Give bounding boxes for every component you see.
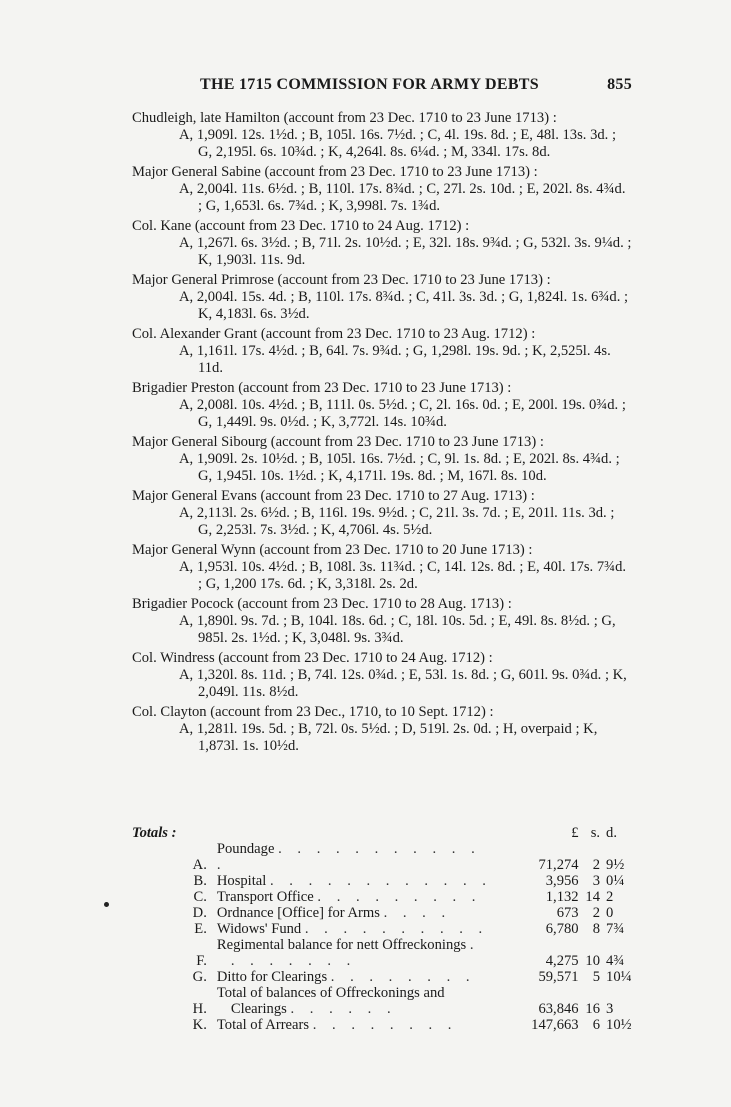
row-pounds: 147,663 — [531, 1017, 579, 1033]
row-shillings: 6 — [592, 1017, 601, 1033]
entry-title: Col. Kane (account from 23 Dec. 1710 to 24 Aug. 1712) : — [132, 218, 470, 234]
row-shillings: 8 — [592, 921, 601, 937]
row-letter: K. — [192, 1017, 207, 1033]
entry-title: Major General Evans (account from 23 Dec. 1710 to 27 Aug. 1713) : — [132, 488, 535, 504]
totals-table — [132, 825, 632, 1033]
entry-accounts: A, 2,113l. 2s. 6½d. ; B, 116l. 19s. 9½d. ; C, 21l. 3s. 7d. ; E, 201l. 11s. 3d. ; G, 2,253l. 7s. 3½d. ; K, 4,706l. 4s. 5½d. — [179, 505, 615, 538]
dot-leader: . . . . . . . . — [330, 969, 476, 985]
row-pounds: 1,132 — [545, 889, 579, 905]
entry-wynn — [132, 542, 632, 593]
row-letter: A. — [192, 857, 207, 873]
dot-leader: . . . . . . . . . . . . — [270, 873, 492, 889]
margin-mark — [104, 902, 109, 907]
entry-title: Chudleigh, late Hamilton (account from 23 Dec. 1710 to 23 June 1713) : — [132, 110, 557, 126]
entry-windress — [132, 650, 632, 701]
page-number: 855 — [607, 76, 632, 93]
entry-accounts: A, 1,890l. 9s. 7d. ; B, 104l. 18s. 6d. ; C, 18l. 10s. 5d. ; E, 49l. 8s. 8½d. ; G, 985l. 2s. 1½d. ; K, 3,048l. 9s. 3¾d. — [179, 613, 616, 646]
row-description: Transport Office — [216, 889, 314, 905]
row-description: Poundage — [216, 841, 275, 857]
row-description: Hospital — [216, 873, 267, 889]
row-pence: 0 — [606, 905, 614, 921]
entry-title: Major General Sibourg (account from 23 Dec. 1710 to 23 June 1713) : — [132, 434, 544, 450]
entry-clayton — [132, 704, 632, 755]
entry-sibourg — [132, 434, 632, 485]
totals-row — [132, 937, 632, 969]
totals-row — [132, 969, 632, 985]
entry-accounts: A, 1,161l. 17s. 4½d. ; B, 64l. 7s. 9¾d. ; G, 1,298l. 19s. 9d. ; K, 2,525l. 4s. 11d. — [179, 343, 611, 376]
entry-evans — [132, 488, 632, 539]
entry-accounts: A, 1,909l. 12s. 1½d. ; B, 105l. 16s. 7½d. ; C, 4l. 19s. 8d. ; E, 48l. 13s. 3d. ; G, 2,195l. 6s. 10¾d. ; K, 4,264l. 8s. 6¼d. ; M, 334l. 17s. 8d. — [179, 127, 617, 160]
running-head — [200, 76, 632, 94]
dot-leader: . . . . . . . . . — [317, 889, 482, 905]
row-pounds: 673 — [556, 905, 579, 921]
row-pounds: 63,846 — [538, 1001, 579, 1017]
row-letter: E. — [194, 921, 207, 937]
row-pence: 2 — [606, 889, 614, 905]
entry-title: Brigadier Pocock (account from 23 Dec. 1710 to 28 Aug. 1713) : — [132, 596, 512, 612]
row-pounds: 71,274 — [538, 857, 579, 873]
dot-leader: . . . . . . . . . . . . — [216, 841, 481, 873]
row-letter: D. — [192, 905, 207, 921]
entry-accounts: A, 1,281l. 19s. 5d. ; B, 72l. 0s. 5½d. ; D, 519l. 2s. 0d. ; H, overpaid ; K, 1,873l. 1s. 10½d. — [179, 721, 598, 754]
totals-row — [132, 905, 632, 921]
entry-title: Col. Alexander Grant (account from 23 Dec. 1710 to 23 Aug. 1712) : — [132, 326, 536, 342]
page-title: THE 1715 COMMISSION FOR ARMY DEBTS — [200, 76, 539, 93]
entry-chudleigh — [132, 110, 632, 161]
entry-sabine — [132, 164, 632, 215]
row-shillings: 16 — [585, 1001, 601, 1017]
entry-title: Col. Clayton (account from 23 Dec., 1710, to 10 Sept. 1712) : — [132, 704, 494, 720]
entry-title: Major General Wynn (account from 23 Dec. 1710 to 20 June 1713) : — [132, 542, 533, 558]
dot-leader: . . . . . . . . . . — [304, 921, 489, 937]
row-description: Total of balances of Offreckonings and Clearings — [216, 985, 445, 1017]
entry-grant — [132, 326, 632, 377]
row-description: Ordnance [Office] for Arms — [216, 905, 380, 921]
row-description: Regimental balance for nett Offreckonings — [216, 937, 467, 953]
totals-row — [132, 985, 632, 1017]
totals-row — [132, 921, 632, 937]
entry-kane — [132, 218, 632, 269]
row-shillings: 3 — [592, 873, 601, 889]
totals-row — [132, 873, 632, 889]
row-shillings: 10 — [585, 953, 601, 969]
entry-preston — [132, 380, 632, 431]
entry-accounts: A, 1,909l. 2s. 10½d. ; B, 105l. 16s. 7½d. ; C, 9l. 1s. 8d. ; E, 202l. 8s. 4¾d. ; G, 1,945l. 10s. 1½d. ; K, 4,171l. 19s. 8d. ; M, 167l. 8s. 10d. — [179, 451, 620, 484]
entry-title: Brigadier Preston (account from 23 Dec. 1710 to 23 June 1713) : — [132, 380, 512, 396]
row-pence: 7¾ — [606, 921, 625, 937]
dot-leader: . . . . . . — [290, 1001, 397, 1017]
row-shillings: 14 — [585, 889, 601, 905]
totals-label: Totals : — [132, 825, 177, 841]
row-description: Ditto for Clearings — [216, 969, 328, 985]
pounds-header: £ — [571, 825, 579, 841]
row-letter: C. — [193, 889, 207, 905]
pence-header: d. — [606, 825, 617, 841]
dot-leader: . . . . — [383, 905, 452, 921]
row-pounds: 4,275 — [545, 953, 579, 969]
entry-accounts: A, 1,320l. 8s. 11d. ; B, 74l. 12s. 0¾d. ; E, 53l. 1s. 8d. ; G, 601l. 9s. 0¾d. ; K, 2,049l. 11s. 8½d. — [179, 667, 627, 700]
row-pence: 10½ — [606, 1017, 632, 1033]
totals-row — [132, 889, 632, 905]
entry-title: Col. Windress (account from 23 Dec. 1710 to 24 Aug. 1712) : — [132, 650, 493, 666]
totals-row — [132, 1017, 632, 1033]
row-letter: F. — [196, 953, 207, 969]
row-pence: 10¼ — [606, 969, 632, 985]
row-pence: 3 — [606, 1001, 614, 1017]
row-letter: H. — [192, 1001, 207, 1017]
entry-accounts: A, 1,953l. 10s. 4½d. ; B, 108l. 3s. 11¾d. ; C, 14l. 12s. 8d. ; E, 40l. 17s. 7¾d. ; G, 1,200 17s. 6d. ; K, 3,318l. 2s. 2d. — [179, 559, 627, 592]
dot-leader: . . . . . . . . — [230, 937, 480, 969]
row-letter: B. — [193, 873, 207, 889]
row-description: Widows' Fund — [216, 921, 302, 937]
row-shillings: 2 — [592, 857, 601, 873]
entry-accounts: A, 2,004l. 15s. 4d. ; B, 110l. 17s. 8¾d. ; C, 41l. 3s. 3d. ; G, 1,824l. 1s. 6¾d. ; K, 4,183l. 6s. 3½d. — [179, 289, 629, 322]
dot-leader: . . . . . . . . — [312, 1017, 458, 1033]
totals-row — [132, 841, 632, 873]
entry-primrose — [132, 272, 632, 323]
row-description: Total of Arrears — [216, 1017, 310, 1033]
entry-title: Major General Sabine (account from 23 Dec. 1710 to 23 June 1713) : — [132, 164, 538, 180]
shillings-header: s. — [590, 825, 601, 841]
row-pounds: 3,956 — [545, 873, 579, 889]
row-pence: 4¾ — [606, 953, 625, 969]
row-letter: G. — [192, 969, 207, 985]
entry-accounts: A, 2,008l. 10s. 4½d. ; B, 111l. 0s. 5½d. ; C, 2l. 16s. 0d. ; E, 200l. 19s. 0¾d. ; G, 1,449l. 9s. 0½d. ; K, 3,772l. 14s. 10¾d. — [179, 397, 626, 430]
row-shillings: 2 — [592, 905, 601, 921]
row-shillings: 5 — [592, 969, 601, 985]
row-pounds: 59,571 — [538, 969, 579, 985]
row-pence: 0¼ — [606, 873, 625, 889]
entry-title: Major General Primrose (account from 23 Dec. 1710 to 23 June 1713) : — [132, 272, 551, 288]
entry-accounts: A, 2,004l. 11s. 6½d. ; B, 110l. 17s. 8¾d. ; C, 27l. 2s. 10d. ; E, 202l. 8s. 4¾d. ; G, 1,653l. 6s. 7¾d. ; K, 3,998l. 7s. 1¾d. — [179, 181, 626, 214]
row-pence: 9½ — [606, 857, 625, 873]
entry-accounts: A, 1,267l. 6s. 3½d. ; B, 71l. 2s. 10½d. ; E, 32l. 18s. 9¾d. ; G, 532l. 3s. 9¼d. ; K, 1,903l. 11s. 9d. — [179, 235, 632, 268]
row-pounds: 6,780 — [545, 921, 579, 937]
totals-header-row — [132, 825, 632, 841]
entry-pocock — [132, 596, 632, 647]
account-entries — [132, 110, 632, 758]
